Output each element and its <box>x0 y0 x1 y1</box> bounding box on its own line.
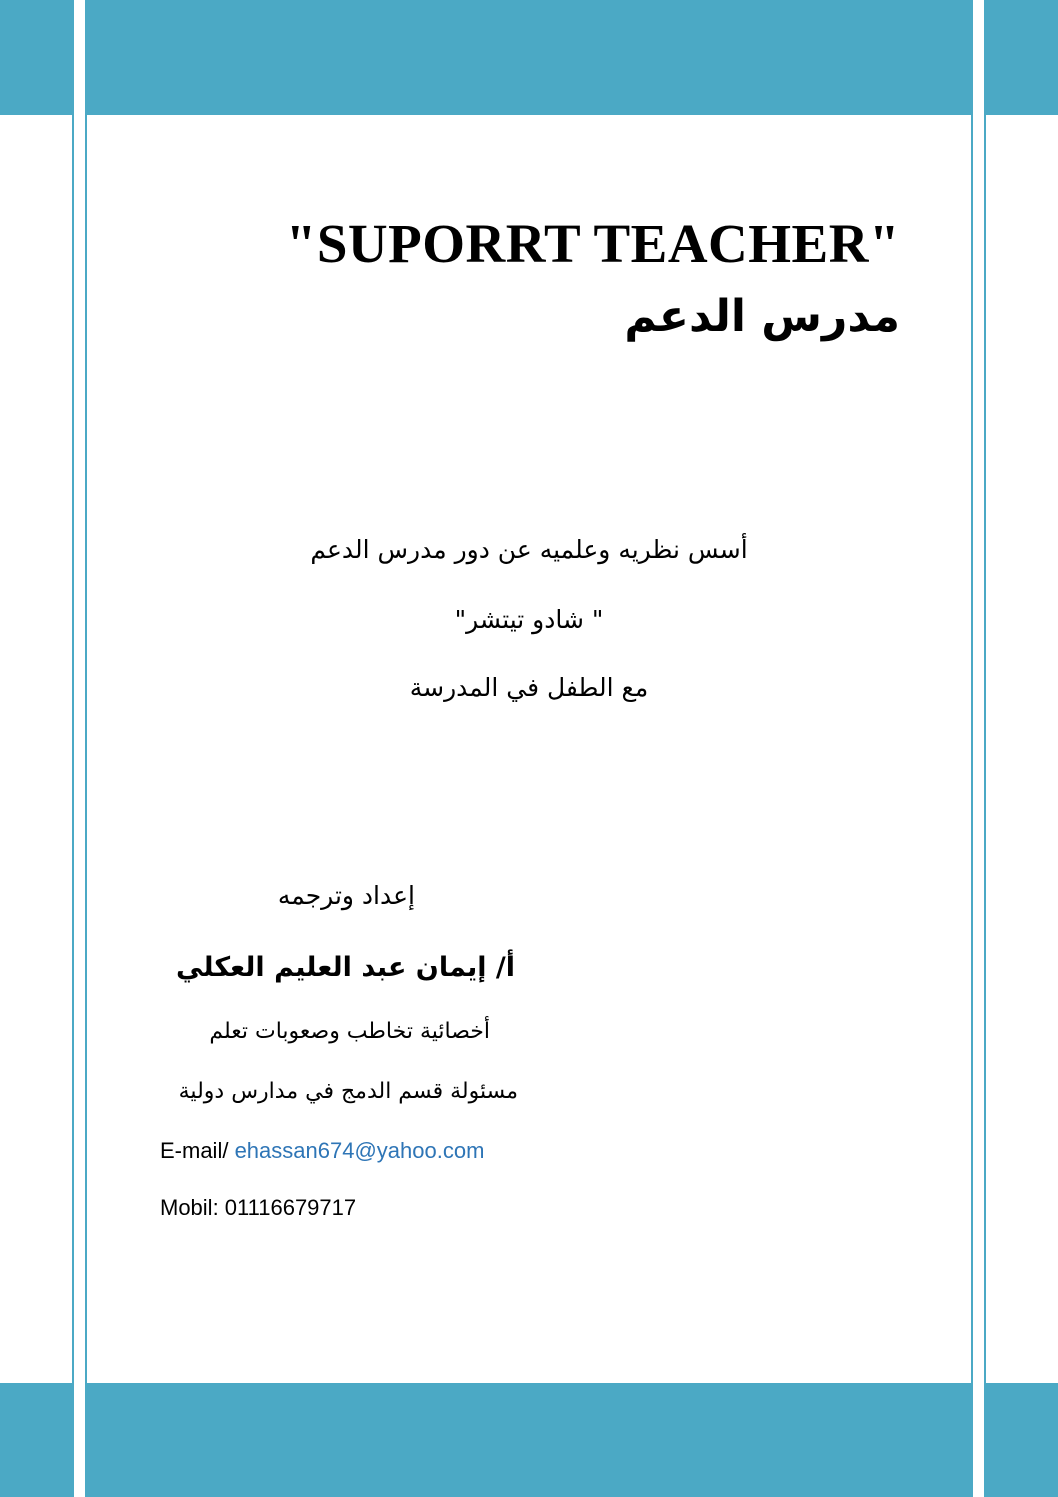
top-band-right <box>986 0 1058 115</box>
top-band-center <box>86 0 972 115</box>
author-role-2: مسئولة قسم الدمج في مدارس دولية <box>178 1079 518 1104</box>
frame-line-3 <box>971 0 973 1497</box>
email-label: E-mail/ <box>160 1138 235 1163</box>
author-name: أ/ إيمان عبد العليم العكلي <box>176 952 515 983</box>
prepared-by-label: إعداد وترجمه <box>277 881 415 910</box>
mobile-line <box>160 1193 356 1223</box>
frame-line-4 <box>984 0 986 1497</box>
bottom-band-left <box>0 1383 72 1497</box>
email-link[interactable]: ehassan674@yahoo.com <box>234 1138 485 1163</box>
bottom-band-right <box>986 1383 1058 1497</box>
frame-line-1 <box>72 0 74 1497</box>
subtitle-line-1: أسس نظريه وعلميه عن دور مدرس الدعم <box>310 535 748 564</box>
title-english: "SUPORRT TEACHER" <box>285 213 900 274</box>
top-band-left <box>0 0 72 115</box>
mobile-label: Mobil: <box>160 1195 225 1220</box>
mobile-number: 01116679717 <box>224 1195 357 1220</box>
subtitle-line-2: " شادو تيتشر" <box>454 605 604 634</box>
author-role-1: أخصائية تخاطب وصعوبات تعلم <box>209 1019 490 1044</box>
bottom-band-center <box>86 1383 972 1497</box>
subtitle-line-3: مع الطفل في المدرسة <box>409 673 649 702</box>
frame-line-2 <box>85 0 87 1497</box>
title-arabic: مدرس الدعم <box>624 291 900 342</box>
email-line <box>160 1136 484 1166</box>
